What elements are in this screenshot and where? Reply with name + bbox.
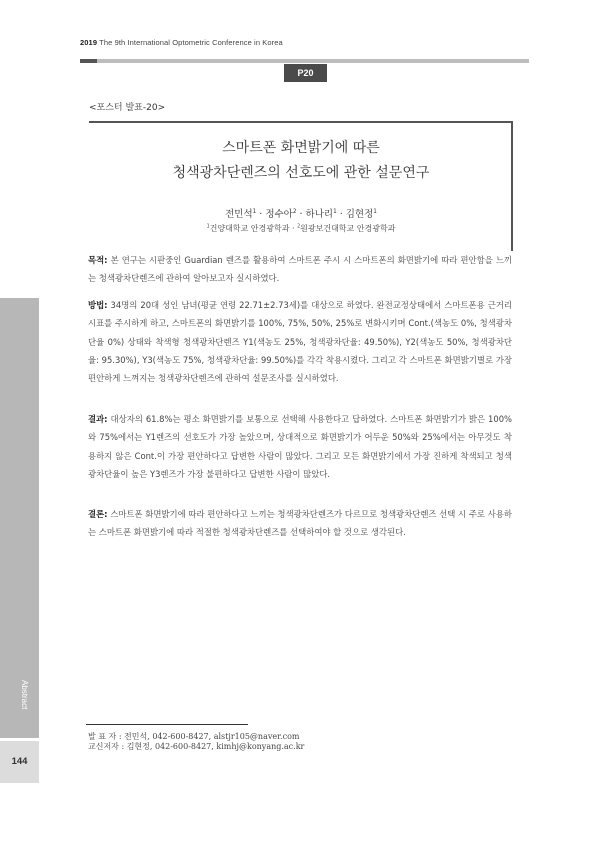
section-text: 34명의 20대 성인 남녀(평균 연령 22.71±2.73세)를 대상으로 하였다. 완전교정상태에서 스마트폰용 근거리시표를 주시하게 하고, 스마트폰의 화면밝기를 100%, 75%, 50%, 25%로 변화시키며 Cont.(색농도 0%, 청색광차단율 0%) 상태와 착색형 청색광차단렌즈 Y1(색농도 25%, 청색광차단율: 49.50%), Y2(색농도 50%, 청색광차단율: 95.30%), Y3(색농도 75%, 청색광차단율: 99.50%)를 각각 착용시켰다. 그리고 각 스마트폰 화면밝기별로 가장 편안하게 느껴지는 청색광차단렌즈에 관하여 설문조사를 실시하였다. bbox=[88, 300, 512, 384]
section-results bbox=[88, 410, 512, 483]
page-number: 144 bbox=[11, 756, 28, 767]
author-sup: 1 bbox=[252, 208, 257, 215]
corresponding-contact: 교신저자 : 김현정, 042-600-8427, kimhj@konyang.ac.kr bbox=[88, 742, 305, 751]
header-bar-accent bbox=[80, 59, 97, 63]
author-sup: 1 bbox=[333, 208, 337, 215]
author-sup: 1 bbox=[373, 208, 377, 215]
poster-code-badge: P20 bbox=[284, 64, 327, 82]
section-label: 목적: bbox=[88, 255, 108, 265]
author: 정수아 bbox=[265, 209, 293, 220]
section-label: 결론: bbox=[88, 509, 108, 519]
side-tab bbox=[0, 298, 39, 738]
running-header bbox=[80, 38, 283, 47]
author-separator: · bbox=[336, 209, 346, 220]
presenter-contact: 발 표 자 : 전민석, 042-600-8427, alstjr105@naver.com bbox=[88, 732, 300, 741]
header-conference: The 9th International Optometric Conference in Korea bbox=[99, 38, 283, 47]
affiliation: 원광보건대학교 안경광학과 bbox=[300, 224, 396, 233]
affiliation-separator: · bbox=[289, 224, 298, 233]
title-line-2: 청색광차단렌즈의 선호도에 관한 설문연구 bbox=[172, 165, 430, 181]
affiliation: 건양대학교 안경광학과 bbox=[209, 224, 290, 233]
section-text: 대상자의 61.8%는 평소 화면밝기를 보통으로 선택해 사용한다고 답하였다. 스마트폰 화면밝기가 밝은 100%와 75%에서는 Y1렌즈의 선호도가 가장 높았으며, 상대적으로 화면밝기가 어두운 50%와 25%에서는 아무것도 착용하지 않은 Cont.이 가장 편안하다고 답변한 사람이 많았다. 그리고 모든 화면밝기에서 가장 진하게 착색되고 청색광차단율이 높은 Y3렌즈가 가장 불편하다고 답변한 사람이 많았다. bbox=[88, 414, 512, 479]
author: 전민석 bbox=[225, 209, 253, 220]
author: 김현정 bbox=[345, 209, 374, 220]
section-purpose bbox=[88, 251, 512, 288]
author: 하나리 bbox=[305, 209, 334, 220]
title-line-1: 스마트폰 화면밝기에 따른 bbox=[222, 140, 380, 156]
section-conclusion bbox=[88, 505, 512, 542]
section-label: 방법: bbox=[88, 300, 108, 310]
section-text: 스마트폰 화면밝기에 따라 편안하다고 느끼는 청색광차단렌즈가 다르므로 청색광차단렌즈 선택 시 주로 사용하는 스마트폰 화면밝기에 따라 적절한 청색광차단렌즈를 선택하여야 할 것으로 생각된다. bbox=[88, 509, 512, 538]
side-tab-label: Abstract bbox=[20, 680, 29, 710]
header-year: 2019 bbox=[80, 38, 98, 47]
header-bar bbox=[80, 59, 529, 63]
author-separator: · bbox=[296, 209, 306, 220]
session-label: <포스터 발표-20> bbox=[89, 103, 166, 113]
affiliation-sup: 1 bbox=[206, 224, 210, 230]
author-list bbox=[89, 206, 513, 220]
section-methods bbox=[88, 296, 512, 387]
affiliation-list bbox=[89, 223, 513, 234]
author-sup: 2 bbox=[292, 208, 297, 215]
affiliation-sup: 2 bbox=[297, 224, 301, 230]
footnote-rule bbox=[86, 724, 248, 725]
author-separator: · bbox=[256, 209, 266, 220]
section-label: 결과: bbox=[88, 414, 108, 424]
section-text: 본 연구는 시판중인 Guardian 렌즈를 활용하여 스마트폰 주시 시 스마트폰의 화면밝기에 따라 편안함을 느끼는 청색광차단렌즈에 관하여 알아보고자 실시하였다. bbox=[88, 255, 512, 284]
